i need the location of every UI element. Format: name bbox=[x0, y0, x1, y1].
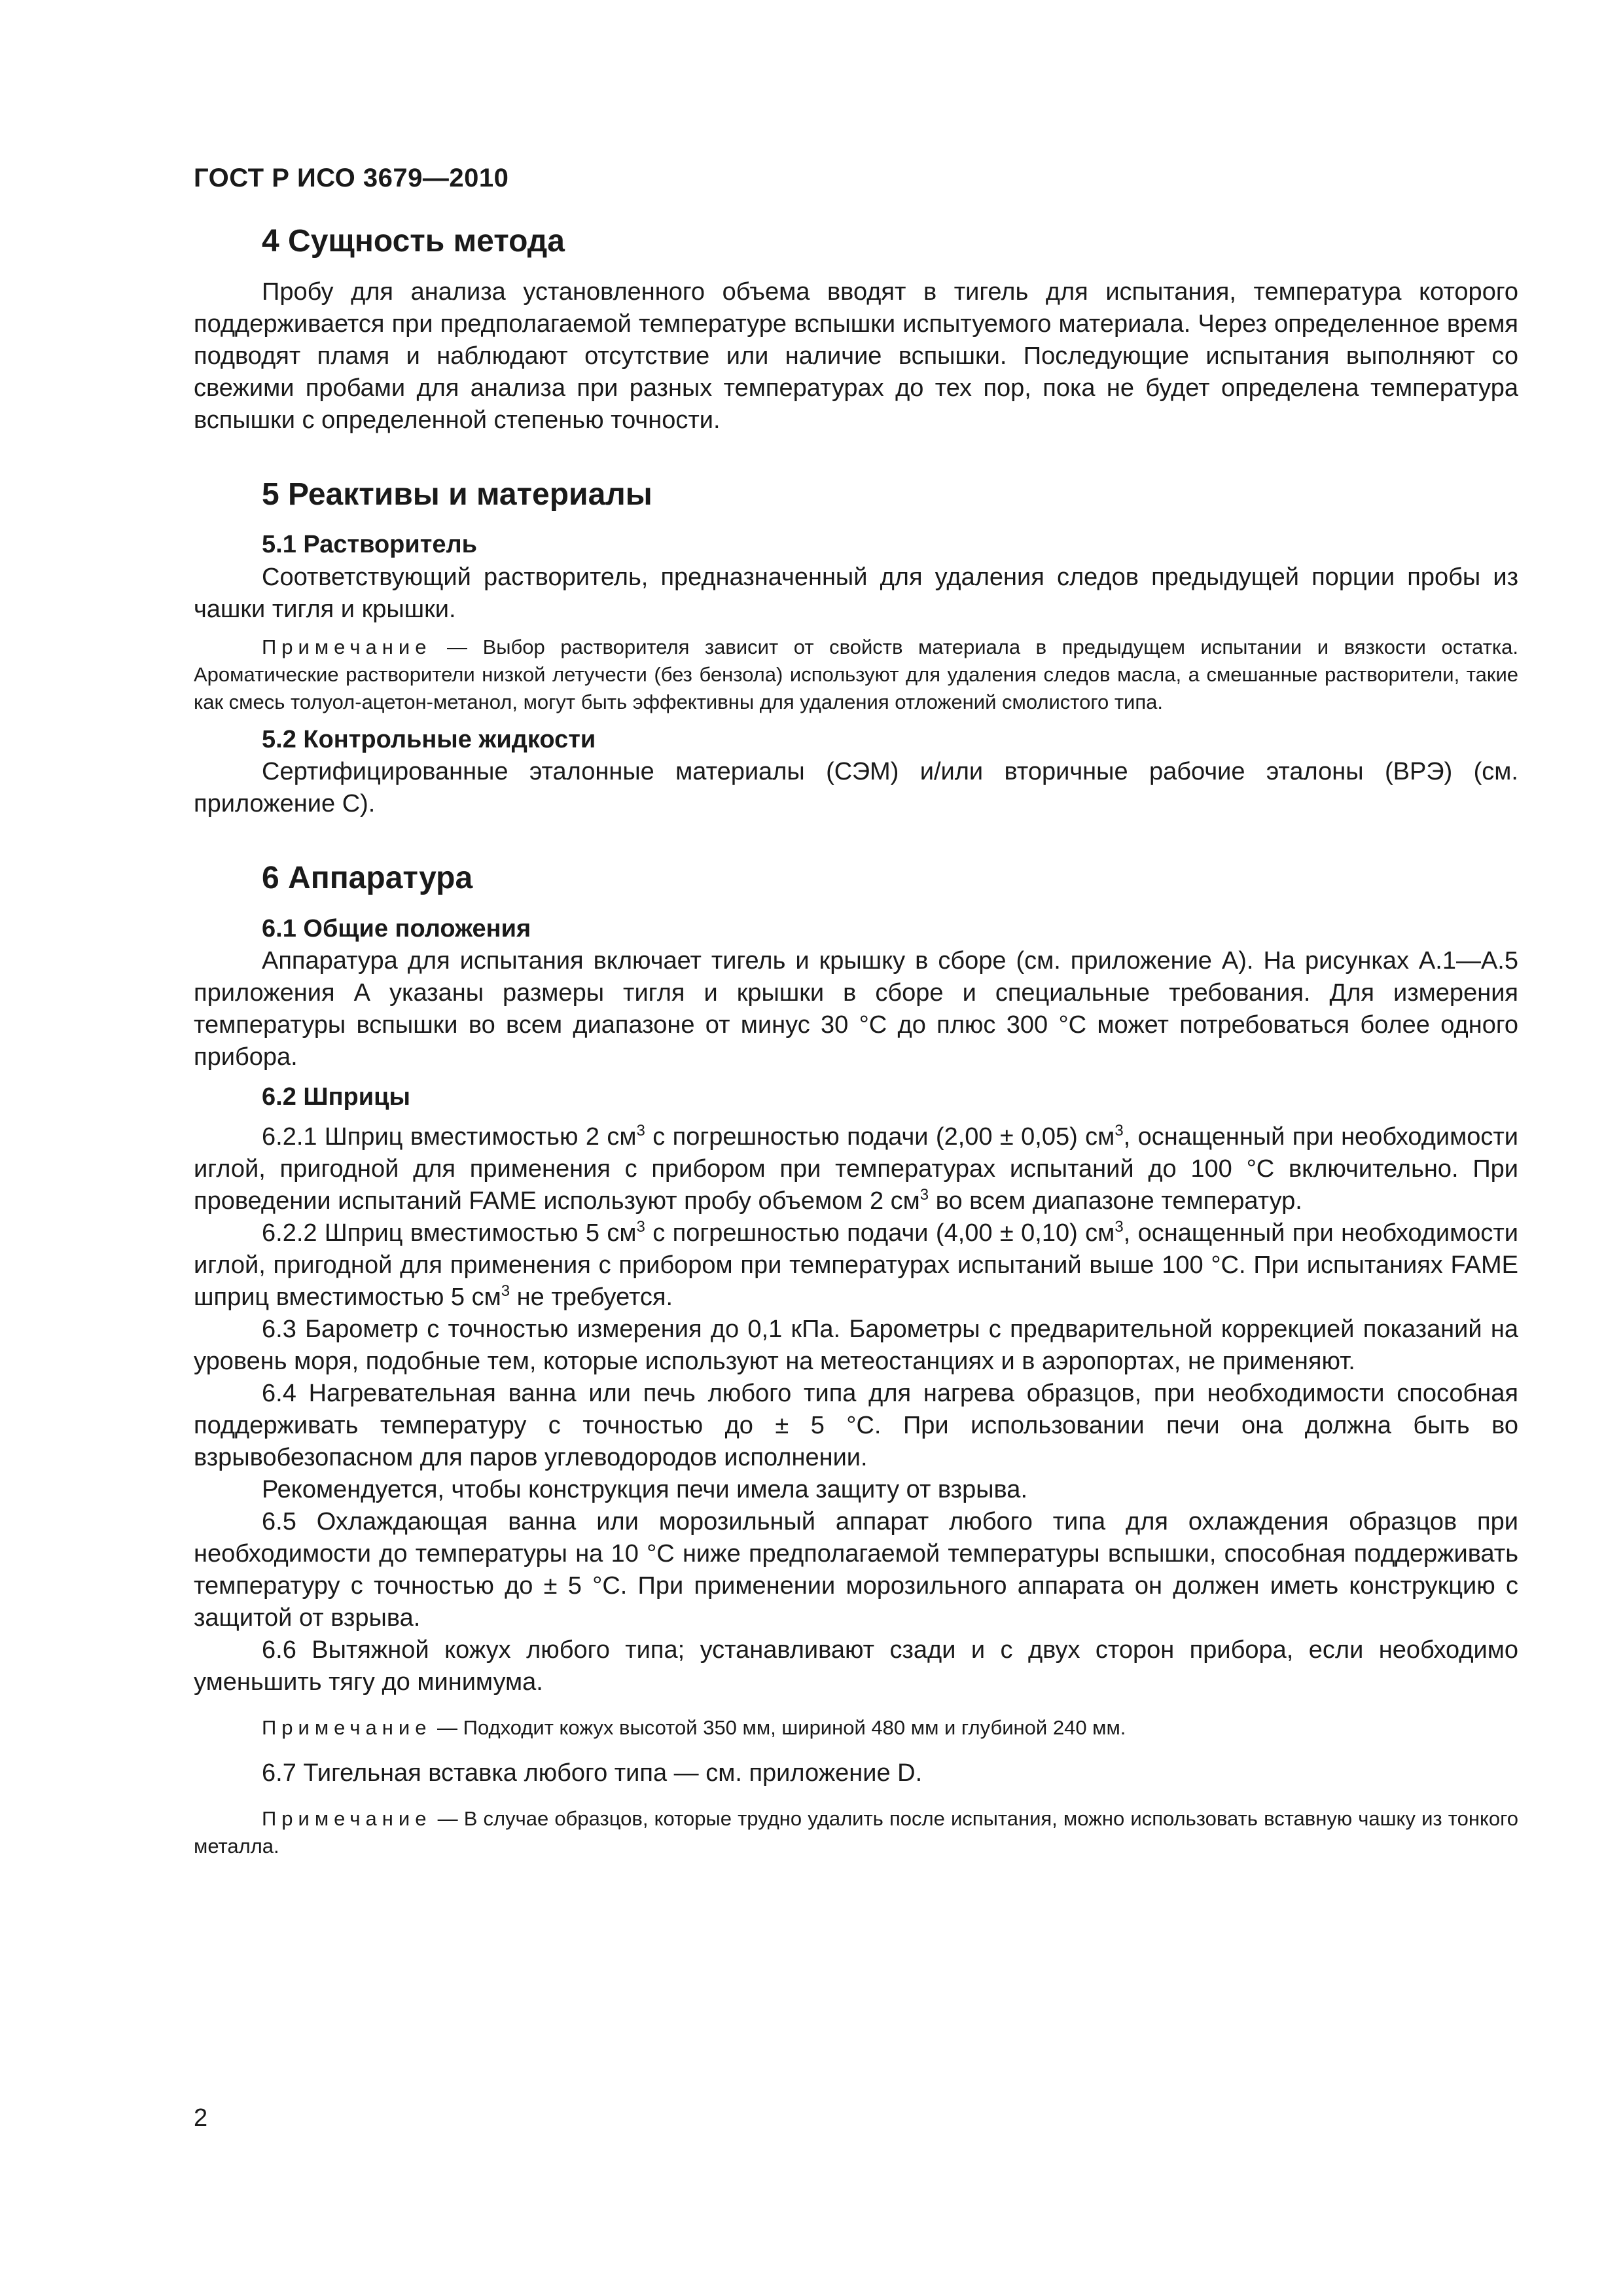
section-6-6-note bbox=[194, 1714, 1518, 1742]
section-6-6-text: 6.6 Вытяжной кожух любого типа; устанавливают сзади и с двух сторон прибора, если необходимо уменьшить тягу до минимума. bbox=[194, 1636, 1518, 1696]
text-fragment: 6.2.1 Шприц вместимостью 2 см bbox=[262, 1123, 637, 1151]
section-6-2-2-text bbox=[194, 1217, 1518, 1314]
note-label: Примечание bbox=[262, 1807, 432, 1831]
text-fragment: 6.2.2 Шприц вместимостью 5 см bbox=[262, 1219, 637, 1247]
text-fragment: во всем диапазоне температур. bbox=[929, 1187, 1302, 1215]
section-6-1-heading: 6.1 Общие положения bbox=[262, 914, 531, 942]
section-6-4-recommendation: Рекомендуется, чтобы конструкция печи имела защиту от взрыва. bbox=[262, 1476, 1028, 1504]
note-text: — Выбор растворителя зависит от свойств материала в предыдущем испытании и вязкости остатка. Ароматические растворители низкой летучести (без бензола) используют для удаления следов масла, а смешанные растворители, такие как смесь толуол-ацетон-метанол, могут быть эффективны для удаления отложений смолистого типа. bbox=[194, 635, 1518, 713]
superscript: 3 bbox=[636, 1218, 645, 1236]
section-6-3-text: 6.3 Барометр с точностью измерения до 0,1 кПа. Барометры с предварительной коррекцией показаний на уровень моря, подобные тем, которые используют на метеостанциях и в аэропортах, не применяют. bbox=[194, 1316, 1518, 1376]
section-6-2-1-text bbox=[194, 1121, 1518, 1217]
page-content bbox=[194, 223, 1518, 1860]
superscript: 3 bbox=[501, 1282, 510, 1300]
section-4-heading: 4 Сущность метода bbox=[262, 224, 565, 259]
text-fragment: с погрешностью подачи (4,00 ± 0,10) см bbox=[645, 1219, 1115, 1247]
note-text: — В случае образцов, которые трудно удалить после испытания, можно использовать вставную чашку из тонкого металла. bbox=[194, 1807, 1518, 1858]
text-fragment: с погрешностью подачи (2,00 ± 0,05) см bbox=[645, 1123, 1115, 1151]
superscript: 3 bbox=[636, 1122, 645, 1140]
text-fragment: , оснащенный при необходимости иглой, пригодной для применения с прибором при температурах испытаний выше 100 °С. При испытаниях FAME шприц вместимостью 5 см bbox=[194, 1219, 1518, 1312]
section-6-7-note bbox=[194, 1805, 1518, 1860]
note-text: — Подходит кожух высотой 350 мм, шириной 480 мм и глубиной 240 мм. bbox=[431, 1716, 1126, 1740]
note-label: Примечание bbox=[262, 635, 432, 658]
section-5-2-text: Сертифицированные эталонные материалы (СЭМ) и/или вторичные рабочие эталоны (ВРЭ) (см. приложение С). bbox=[194, 757, 1518, 817]
section-5-1-text: Соответствующий растворитель, предназначенный для удаления следов предыдущей порции пробы из чашки тигля и крышки. bbox=[194, 563, 1518, 623]
section-6-4-text: 6.4 Нагревательная ванна или печь любого типа для нагрева образцов, при необходимости способная поддерживать температуру с точностью до ± 5 °С. При использовании печи она должна быть во взрывобезопасном для паров углеводородов исполнении. bbox=[194, 1380, 1518, 1472]
section-5-2-heading: 5.2 Контрольные жидкости bbox=[262, 725, 596, 753]
section-6-1-text: Аппаратура для испытания включает тигель и крышку в сборе (см. приложение А). На рисунках А.1—А.5 приложения А указаны размеры тигля и крышки в сборе и специальные требования. Для измерения температуры вспышки во всем диапазоне от минус 30 °С до плюс 300 °С может потребоваться более одного прибора. bbox=[194, 946, 1518, 1071]
page-number: 2 bbox=[194, 2104, 208, 2132]
section-5-heading: 5 Реактивы и материалы bbox=[262, 476, 652, 512]
note-label: Примечание bbox=[262, 1716, 432, 1740]
section-6-7-text: 6.7 Тигельная вставка любого типа — см. приложение D. bbox=[262, 1759, 923, 1787]
section-6-heading: 6 Аппаратура bbox=[262, 860, 473, 895]
section-6-2-heading: 6.2 Шприцы bbox=[262, 1083, 410, 1111]
text-fragment: не требуется. bbox=[510, 1283, 673, 1312]
section-6-5-text: 6.5 Охлаждающая ванна или морозильный аппарат любого типа для охлаждения образцов при необходимости до температуры на 10 °С ниже предполагаемой температуры вспышки, способная поддерживать температуру с точностью до ± 5 °С. При применении морозильного аппарата он должен иметь конструкцию с защитой от взрыва. bbox=[194, 1508, 1518, 1632]
section-5-1-note bbox=[194, 634, 1518, 716]
section-4-text: Пробу для анализа установленного объема вводят в тигель для испытания, температура которого поддерживается при предполагаемой температуре вспышки испытуемого материала. Через определенное время подводят пламя и наблюдают отсутствие или наличие вспышки. Последующие испытания выполняют со свежими пробами для анализа при разных температурах до тех пор, пока не будет определена температура вспышки с определенной степенью точности. bbox=[194, 278, 1518, 434]
document-code: ГОСТ Р ИСО 3679—2010 bbox=[194, 164, 509, 192]
superscript: 3 bbox=[1115, 1122, 1124, 1140]
text-fragment: , оснащенный при необходимости иглой, пригодной для применения с прибором при температурах испытаний до 100 °С включительно. При проведении испытаний FAME используют пробу объемом 2 см bbox=[194, 1123, 1518, 1215]
superscript: 3 bbox=[1115, 1218, 1124, 1236]
superscript: 3 bbox=[919, 1186, 929, 1204]
section-5-1-heading: 5.1 Растворитель bbox=[262, 531, 477, 559]
